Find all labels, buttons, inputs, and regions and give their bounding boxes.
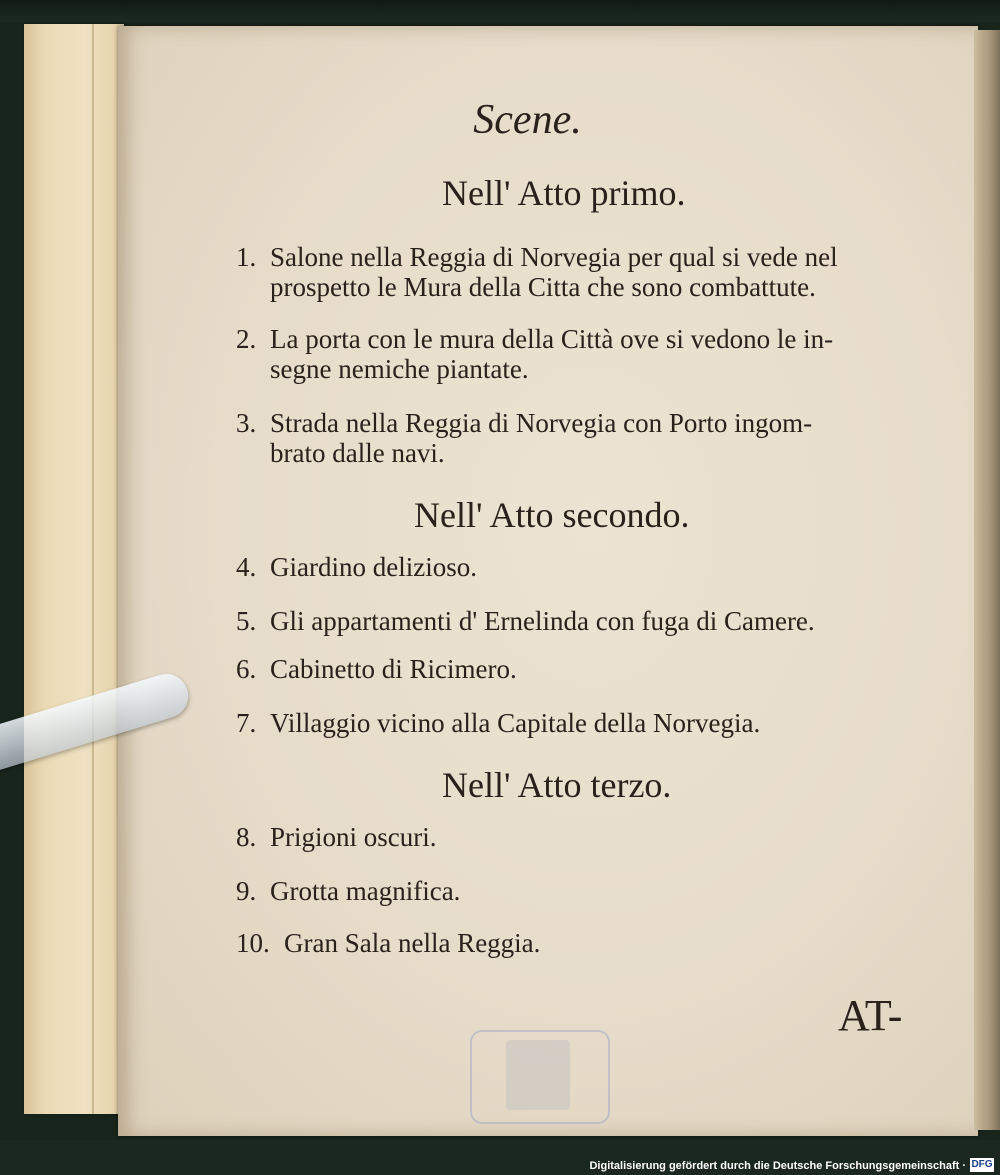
section-heading-1: Nell' Atto primo.	[442, 173, 686, 213]
page-title: Scene.	[473, 97, 582, 143]
scene-entry-2	[236, 322, 833, 356]
library-stamp	[470, 1030, 610, 1124]
scene-number: 4.	[236, 552, 257, 582]
scanner-background-top	[0, 0, 1000, 22]
scene-text: Salone nella Reggia di Norvegia per qual si vede nel	[270, 242, 838, 272]
scene-number: 7.	[236, 708, 257, 738]
footer-credit: Digitalisierung gefördert durch die Deutsche Forschungsgemeinschaft ·	[589, 1160, 966, 1172]
scene-entry-3	[236, 406, 812, 440]
scene-text: Gli appartamenti d' Ernelinda con fuga di Camere.	[270, 606, 815, 636]
scene-number: 2.	[236, 324, 257, 354]
scene-text: Strada nella Reggia di Norvegia con Porto ingom-	[270, 408, 813, 438]
scene-number: 3.	[236, 408, 257, 438]
scene-entry-7	[236, 706, 760, 740]
scene-text: La porta con le mura della Città ove si vedono le in-	[270, 324, 834, 354]
page-edge	[974, 30, 1000, 1130]
catchword: AT-	[838, 991, 903, 1040]
scene-entry-5	[236, 604, 815, 638]
section-heading-2: Nell' Atto secondo.	[414, 495, 690, 535]
scene-entry-9	[236, 874, 460, 908]
scene-number: 6.	[236, 654, 257, 684]
scene-number: 8.	[236, 822, 257, 852]
scene-number: 10.	[236, 928, 270, 958]
scene-text: Gran Sala nella Reggia.	[284, 928, 541, 958]
scene-entry-10	[236, 926, 540, 960]
scene-entry-6	[236, 652, 517, 686]
book-cover-board	[24, 24, 124, 1114]
section-heading-3: Nell' Atto terzo.	[442, 765, 672, 805]
scene-entry-2-cont: segne nemiche piantate.	[270, 354, 529, 384]
scene-text: Giardino delizioso.	[270, 552, 477, 582]
scene-text: Grotta magnifica.	[270, 876, 461, 906]
scene-number: 9.	[236, 876, 257, 906]
scene-number: 5.	[236, 606, 257, 636]
scene-number: 1.	[236, 242, 257, 272]
scene-text: Prigioni oscuri.	[270, 822, 437, 852]
scene-text: Cabinetto di Ricimero.	[270, 654, 517, 684]
scene-entry-4	[236, 550, 477, 584]
scene-text: Villaggio vicino alla Capitale della Norvegia.	[270, 708, 761, 738]
scene-entry-8	[236, 820, 437, 854]
dfg-logo-icon: DFG	[971, 1159, 993, 1170]
scene-entry-1-cont: prospetto le Mura della Citta che sono combattute.	[270, 272, 816, 302]
scene-entry-3-cont: brato dalle navi.	[270, 438, 445, 468]
scene-entry-1	[236, 240, 838, 274]
